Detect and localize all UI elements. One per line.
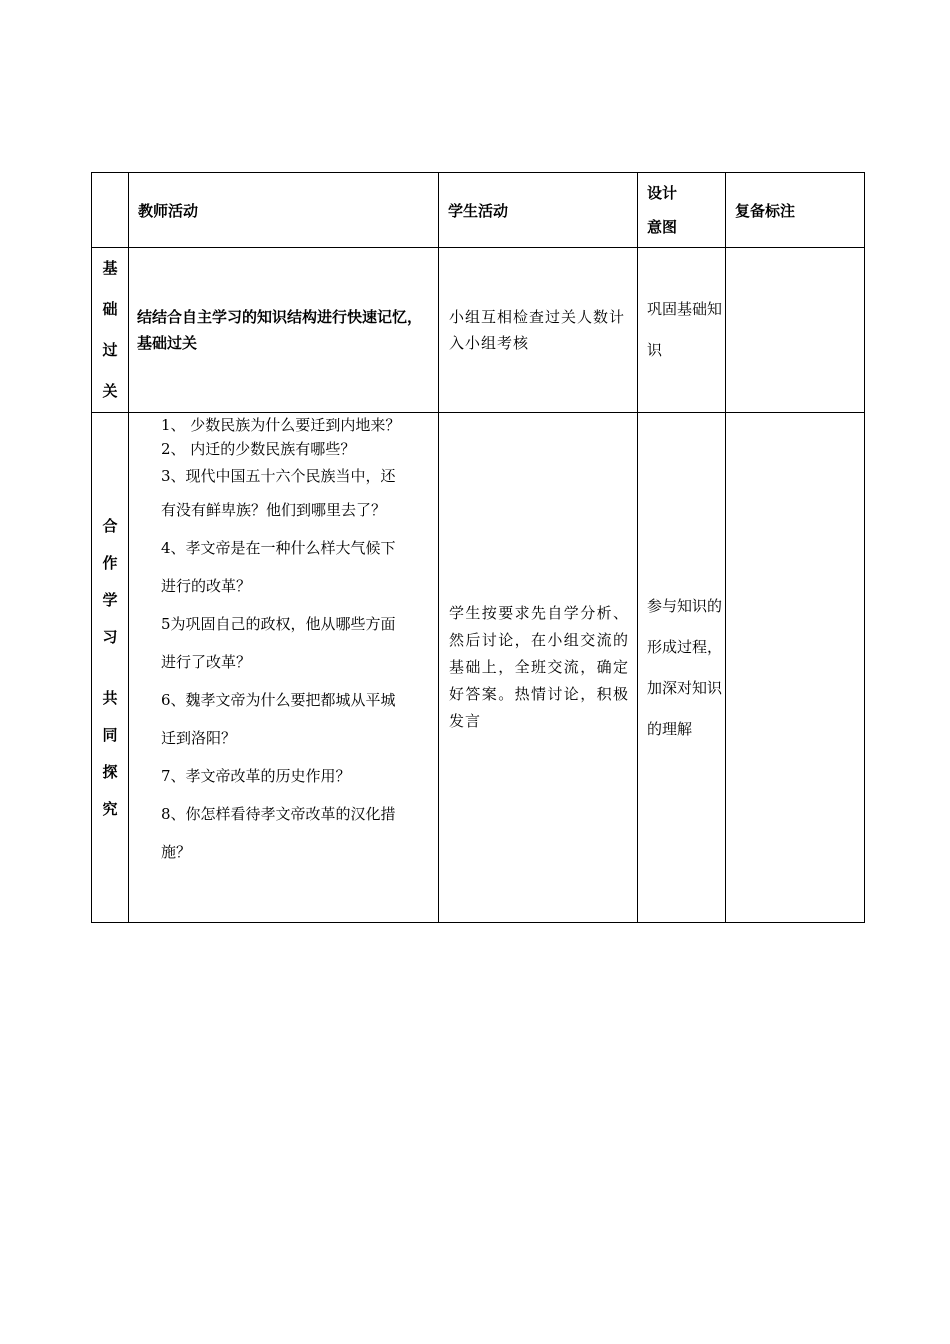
lesson-plan-table: [91, 172, 865, 923]
label-char: 学: [102, 590, 118, 609]
basic-student-activity: 小组互相检查过关人数计入小组考核: [439, 248, 638, 413]
question-line: 5为巩固自己的政权，他从哪些方面: [161, 615, 396, 633]
label-char: 础: [102, 300, 118, 318]
label-char: 习: [102, 627, 118, 646]
question-line: 3、现代中国五十六个民族当中，还: [161, 467, 396, 485]
basic-design-intent: 巩固基础知识: [638, 248, 726, 413]
label-char: 究: [102, 799, 118, 818]
header-design-intent: [638, 173, 726, 248]
basic-notes: [726, 248, 865, 413]
question-line: 6、魏孝文帝为什么要把都城从平城: [161, 691, 396, 709]
header-design-line1: 设计: [647, 184, 678, 202]
question-line: 4、孝文帝是在一种什么样大气候下: [161, 539, 396, 557]
header-student-activity: 学生活动: [439, 173, 638, 248]
label-char: 过: [102, 341, 118, 359]
section-label-cooperative: [92, 413, 129, 923]
basic-teacher-activity: 结结合自主学习的知识结构进行快速记忆，基础过关: [129, 248, 439, 413]
question-line: 8、你怎样看待孝文帝改革的汉化措: [161, 805, 396, 823]
label-char: 共: [102, 688, 118, 707]
question-line: 进行的改革？: [161, 577, 252, 595]
label-gap: [92, 656, 128, 680]
question-line: 迁到洛阳？: [161, 729, 237, 747]
question-line: 进行了改革？: [161, 653, 252, 671]
cooperative-student-activity: 学生按要求先自学分析、然后讨论，在小组交流的基础上，全班交流，确定好答案。热情讨论，积极发言: [439, 413, 638, 923]
section-label-basic: [92, 248, 129, 413]
cooperative-notes: [726, 413, 865, 923]
label-char: 合: [102, 516, 118, 535]
label-char: 关: [102, 382, 118, 400]
label-char: 探: [102, 762, 118, 781]
header-empty-cell: [92, 173, 129, 248]
question-line: 1、 少数民族为什么要迁到内地来？: [161, 416, 401, 434]
label-char: 作: [102, 553, 118, 572]
label-char: 基: [102, 259, 118, 277]
header-teacher-activity: 教师活动: [129, 173, 439, 248]
question-line: 7、孝文帝改革的历史作用？: [161, 767, 351, 785]
cooperative-questions: [129, 413, 439, 923]
header-design-line2: 意图: [647, 218, 678, 236]
label-char: 同: [102, 725, 118, 744]
question-line: 有没有鲜卑族？他们到哪里去了？: [161, 501, 387, 519]
header-row: [92, 173, 865, 248]
cooperative-design-intent: 参与知识的形成过程，加深对知识的理解: [638, 413, 726, 923]
section-cooperative-row: [92, 413, 865, 923]
question-line: 施？: [161, 843, 192, 861]
question-line: 2、 内迁的少数民族有哪些？: [161, 440, 356, 458]
section-basic-row: [92, 248, 865, 413]
header-notes: 复备标注: [726, 173, 865, 248]
